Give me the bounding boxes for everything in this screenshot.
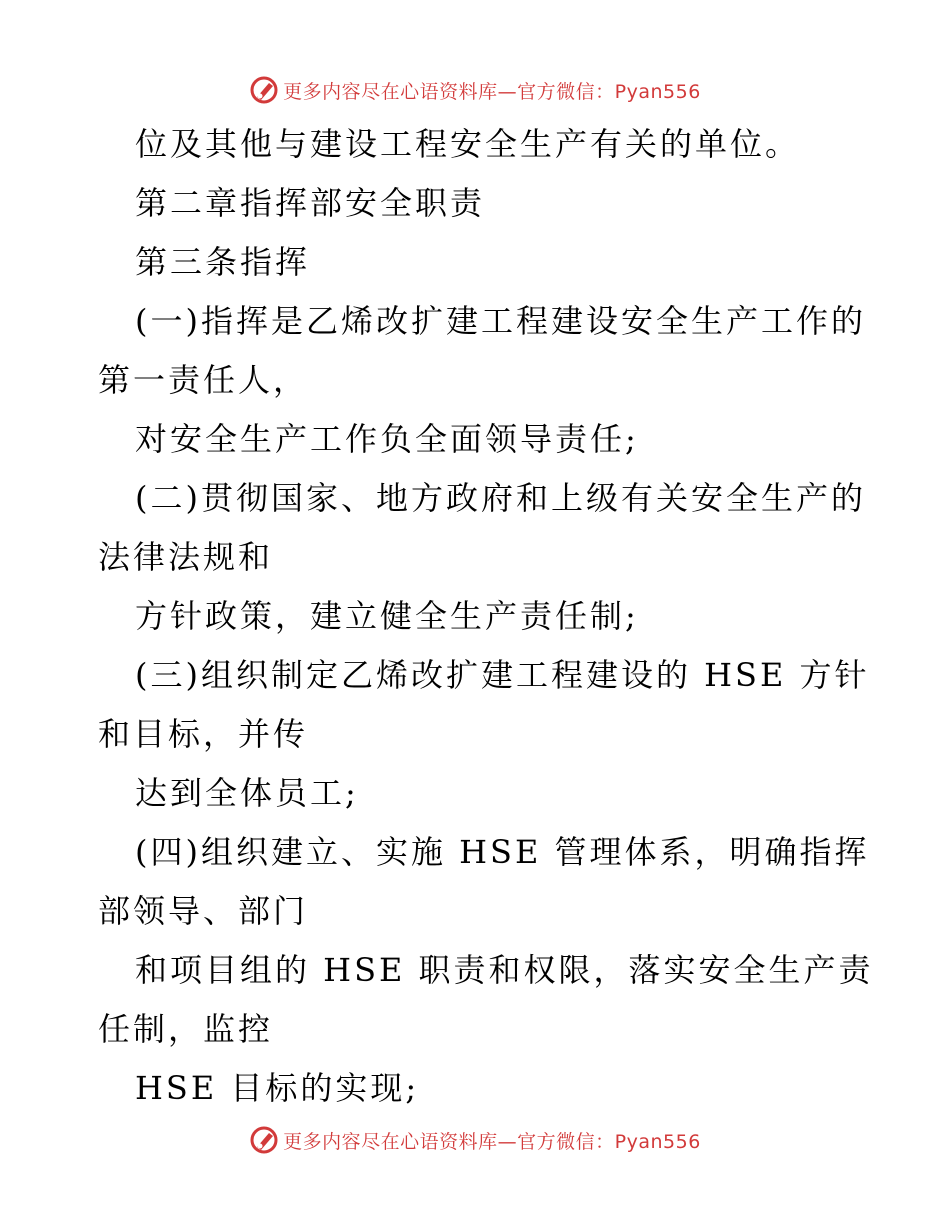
paragraph-line: 部领导、部门 bbox=[98, 892, 309, 930]
paragraph-line: (一)指挥是乙烯改扩建工程建设安全生产工作的 bbox=[135, 302, 866, 340]
paragraph-line: 位及其他与建设工程安全生产有关的单位。 bbox=[135, 125, 801, 163]
paragraph-line: 对安全生产工作负全面领导责任; bbox=[135, 420, 639, 458]
paragraph-line: 任制，监控 bbox=[98, 1010, 274, 1048]
pen-seal-icon bbox=[249, 1125, 279, 1155]
paragraph-line: 和项目组的 HSE 职责和权限，落实安全生产责 bbox=[135, 951, 874, 989]
paragraph-line: (三)组织制定乙烯改扩建工程建设的 HSE 方针 bbox=[135, 656, 870, 694]
watermark-text: 更多内容尽在心语资料库—官方微信：Pyan556 bbox=[283, 80, 701, 103]
paragraph-line: 法律法规和 bbox=[98, 538, 274, 576]
paragraph-line: (四)组织建立、实施 HSE 管理体系，明确指挥 bbox=[135, 833, 870, 871]
paragraph-line: 方针政策，建立健全生产责任制; bbox=[135, 597, 639, 635]
pen-seal-icon bbox=[249, 75, 279, 105]
watermark-text: 更多内容尽在心语资料库—官方微信：Pyan556 bbox=[283, 1130, 701, 1153]
watermark-footer bbox=[0, 1120, 950, 1160]
watermark-header bbox=[0, 70, 950, 110]
chapter-heading: 第二章指挥部安全职责 bbox=[135, 184, 486, 222]
paragraph-line: 第一责任人， bbox=[98, 361, 309, 399]
article-heading: 第三条指挥 bbox=[135, 243, 311, 281]
paragraph-line: 和目标，并传 bbox=[98, 715, 309, 753]
paragraph-line: 达到全体员工; bbox=[135, 774, 359, 812]
paragraph-line: HSE 目标的实现; bbox=[135, 1069, 420, 1107]
paragraph-line: (二)贯彻国家、地方政府和上级有关安全生产的 bbox=[135, 479, 866, 517]
